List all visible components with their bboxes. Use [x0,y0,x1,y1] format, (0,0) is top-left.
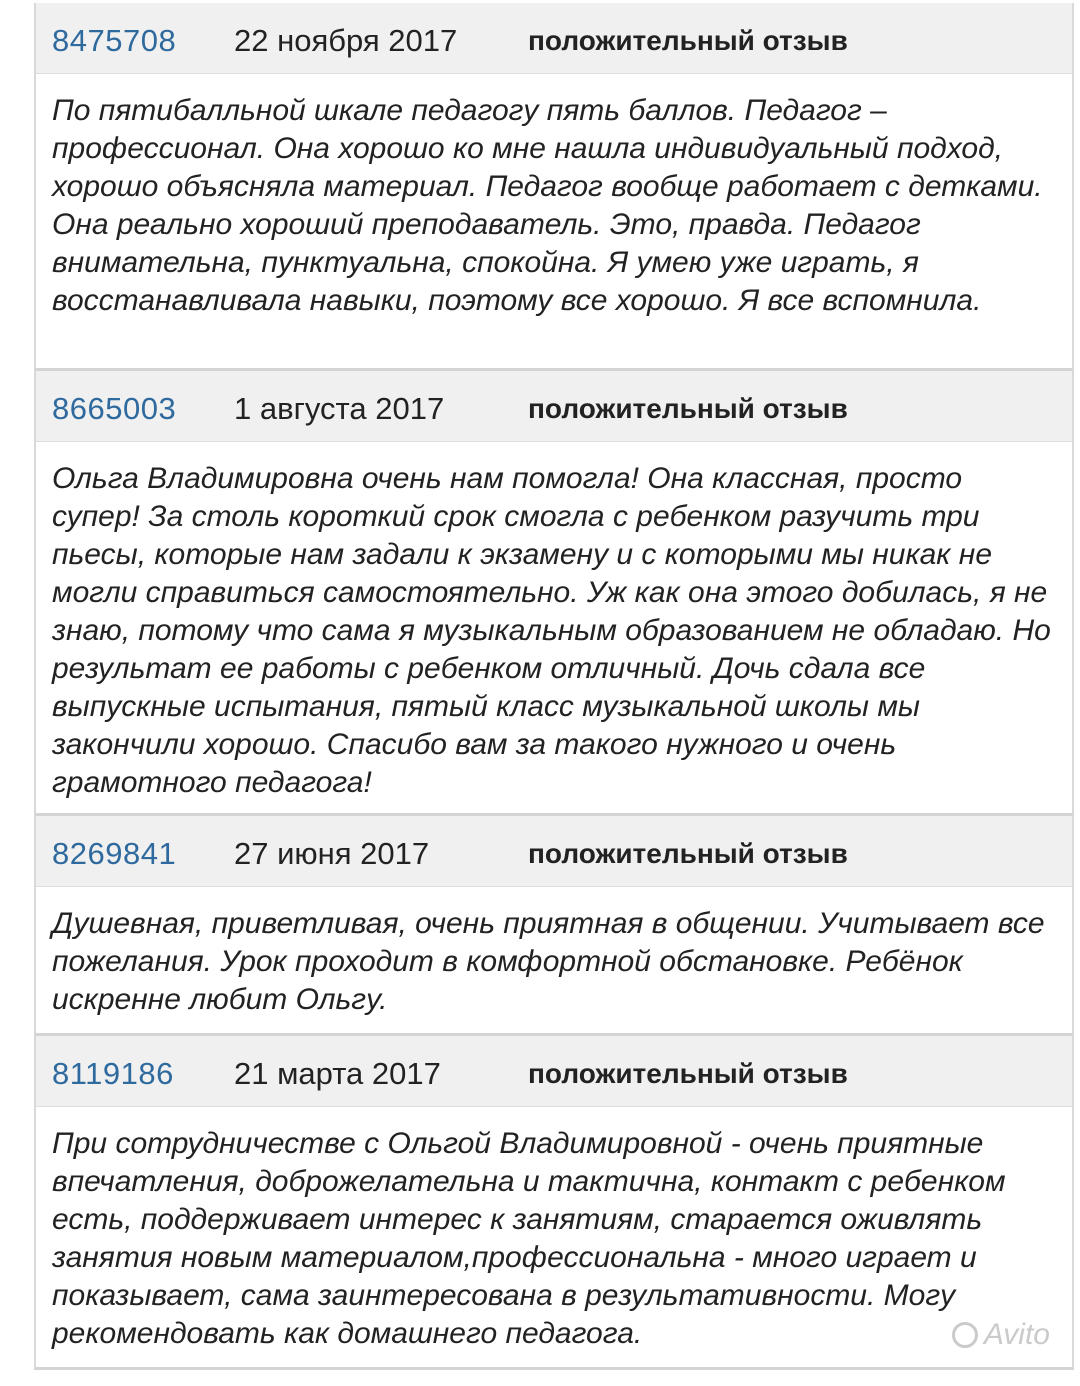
review-id-link[interactable]: 8475708 [52,23,177,58]
review-header [36,371,1072,442]
avito-logo-icon [952,1322,978,1348]
review-date: 1 августа 2017 [234,391,445,426]
review-header [36,1036,1072,1107]
review-text: Ольга Владимировна очень нам помогла! Она классная, просто супер! За столь короткий срок смогла с ребенком разучить три пьесы, которые нам задали к экзамену и с которыми мы никак не могли справиться самостоятельно. Уж как она этого добилась, я не знаю, потому что сама я музыкальным образованием не обладаю. Но результат ее работы с ребенком отличный. Дочь сдала все выпускные испытания, пятый класс музыкальной школы мы закончили хорошо. Спасибо вам за такого нужного и очень грамотного педагога! [52,462,1051,799]
review-type-label: положительный отзыв [528,1058,848,1089]
review-text: При сотрудничестве с Ольгой Владимировной - очень приятные впечатления, доброжелательна и тактична, контакт с ребенком есть, поддерживает интерес к занятиям, старается оживлять занятия новым материалом,профессиональна - много играет и показывает, сама заинтересована в результативности. Могу рекомендовать как домашнего педагога. [52,1127,1006,1350]
review-card [34,371,1074,816]
review-id-link[interactable]: 8119186 [52,1056,174,1091]
review-type-label: положительный отзыв [528,838,848,869]
review-card [34,3,1074,371]
review-header [36,816,1072,887]
review-header [36,3,1072,74]
review-type-label: положительный отзыв [528,25,848,56]
review-card [34,1036,1074,1370]
review-date: 27 июня 2017 [234,836,430,871]
review-card [34,816,1074,1036]
review-date: 22 ноября 2017 [234,23,458,58]
watermark-text: Avito [983,1318,1050,1351]
review-text: Душевная, приветливая, очень приятная в общении. Учитывает все пожелания. Урок проходит в комфортной обстановке. Ребёнок искренне любит Ольгу. [52,907,1045,1016]
avito-watermark [952,1318,1050,1352]
review-id-link[interactable]: 8269841 [52,836,177,871]
review-type-label: положительный отзыв [528,393,848,424]
review-text: По пятибалльной шкале педагогу пять баллов. Педагог – профессионал. Она хорошо ко мне нашла индивидуальный подход, хорошо объясняла материал. Педагог вообще работает с детками. Она реально хороший преподаватель. Это, правда. Педагог внимательна, пунктуальна, спокойна. Я умею уже играть, я восстанавливала навыки, поэтому все хорошо. Я все вспомнила. [52,94,1043,317]
review-date: 21 марта 2017 [234,1056,441,1091]
review-id-link[interactable]: 8665003 [52,391,177,426]
